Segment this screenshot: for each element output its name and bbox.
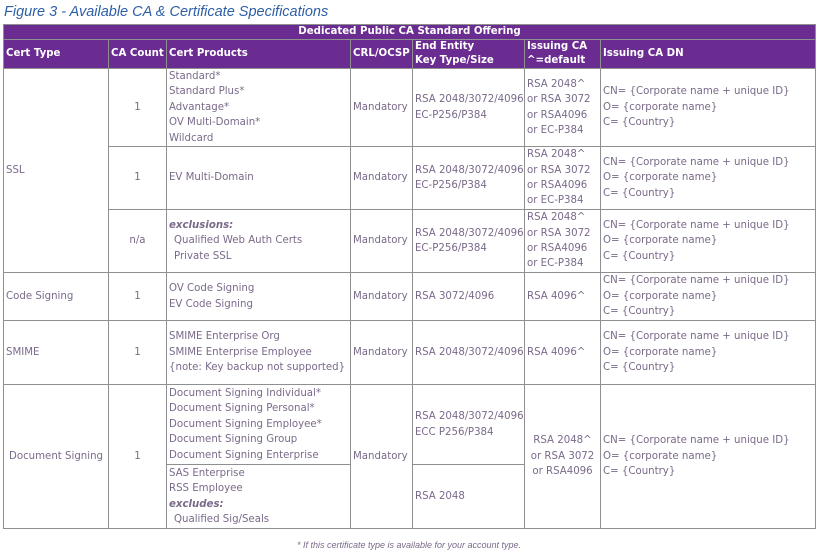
footnote: * If this certificate type is available for your account type. [296, 540, 522, 550]
cert-type-code-signing: Code Signing [4, 273, 109, 321]
key-type [413, 385, 525, 465]
header-issuing-dn: Issuing CA DN [601, 40, 816, 69]
issuing-line: RSA 2048^ [527, 78, 586, 90]
header-key-line1: End Entity [415, 41, 475, 52]
figure-caption: Figure 3 - Available CA & Certificate Specifications [4, 4, 329, 20]
product-line: EV Code Signing [169, 298, 253, 310]
issuing-line: or RSA 3072 [527, 227, 591, 239]
header-key-type [413, 40, 525, 69]
product-line: OV Code Signing [169, 283, 255, 295]
dn-line: C= {Country} [603, 306, 676, 318]
ca-count: 1 [109, 69, 167, 147]
header-issuing-line2 [527, 54, 598, 68]
cert-type-document-signing: Document Signing [4, 385, 109, 529]
ca-count: 1 [109, 147, 167, 210]
cert-products [167, 385, 351, 465]
product-line: Document Signing Group [169, 434, 298, 446]
issuing-line: or EC-P384 [527, 195, 584, 207]
header-issuing-line2-text: ^=default [527, 55, 586, 66]
key-line: RSA 2048/3072/4096 [415, 94, 524, 106]
key-line: ECC P256/P384 [415, 426, 494, 438]
issuing-dn [601, 69, 816, 147]
header-cert-products: Cert Products [167, 40, 351, 69]
product-line: SMIME Enterprise Employee [169, 346, 312, 358]
product-note: {note: Key backup not supported} [169, 362, 346, 374]
dn-line: CN= {Corporate name + unique ID} [603, 275, 790, 287]
product-line: SAS Enterprise [169, 467, 245, 479]
key-type [413, 210, 525, 273]
issuing-line: or RSA4096 [527, 243, 588, 255]
issuing-line: or RSA4096 [532, 466, 593, 478]
key-line: EC-P256/P384 [415, 109, 487, 121]
dn-line: C= {Country} [603, 250, 676, 262]
ca-count: n/a [109, 210, 167, 273]
crl-ocsp: Mandatory [351, 321, 413, 385]
header-key-line2: Key Type/Size [415, 55, 494, 66]
header-ca-count: CA Count [109, 40, 167, 69]
key-type: RSA 2048 [413, 465, 525, 529]
product-line: SMIME Enterprise Org [169, 331, 280, 343]
issuing-ca [525, 210, 601, 273]
ca-count: 1 [109, 321, 167, 385]
table-banner: Dedicated Public CA Standard Offering [4, 25, 816, 40]
crl-ocsp: Mandatory [351, 273, 413, 321]
crl-ocsp: Mandatory [351, 147, 413, 210]
cert-type-smime: SMIME [4, 321, 109, 385]
header-issuing-ca [525, 40, 601, 69]
product-line: Qualified Web Auth Certs [174, 235, 303, 247]
product-line: Wildcard [169, 132, 214, 144]
issuing-line: or EC-P384 [527, 258, 584, 270]
issuing-line: RSA 2048^ [527, 212, 586, 224]
issuing-ca [525, 69, 601, 147]
issuing-line: RSA 2048^ [533, 435, 592, 447]
ca-spec-table [3, 24, 816, 529]
issuing-dn [601, 147, 816, 210]
dn-line: O= {corporate name} [603, 235, 718, 247]
crl-ocsp: Mandatory [351, 69, 413, 147]
crl-ocsp: Mandatory [351, 210, 413, 273]
header-crl-ocsp: CRL/OCSP [351, 40, 413, 69]
table-row [4, 210, 816, 273]
product-line: Document Signing Personal* [169, 403, 315, 415]
key-type: RSA 3072/4096 [413, 273, 525, 321]
issuing-dn [601, 321, 816, 385]
cert-products [167, 69, 351, 147]
dn-line: O= {corporate name} [603, 101, 718, 113]
issuing-line: or RSA 3072 [530, 450, 595, 462]
dn-line: O= {corporate name} [603, 346, 718, 358]
dn-line: C= {Country} [603, 117, 676, 129]
dn-line: C= {Country} [603, 187, 676, 199]
header-issuing-line1: Issuing CA [527, 41, 588, 52]
key-line: EC-P256/P384 [415, 243, 487, 255]
cert-products [167, 321, 351, 385]
header-row [4, 40, 816, 69]
dn-line: O= {corporate name} [603, 290, 718, 302]
crl-ocsp: Mandatory [351, 385, 413, 529]
dn-line: O= {corporate name} [603, 450, 718, 462]
table-row [4, 321, 816, 385]
dn-line: CN= {Corporate name + unique ID} [603, 435, 790, 447]
cert-products [167, 210, 351, 273]
issuing-line: or RSA4096 [527, 109, 588, 121]
issuing-line: or EC-P384 [527, 124, 584, 136]
issuing-line: or RSA 3072 [527, 164, 591, 176]
product-line: Advantage* [169, 101, 230, 113]
exclusions-label: exclusions: [169, 219, 234, 231]
cert-products [167, 273, 351, 321]
key-type [413, 147, 525, 210]
ca-count: 1 [109, 273, 167, 321]
table-row [4, 273, 816, 321]
excludes-label: excludes: [169, 498, 224, 510]
key-line: RSA 2048/3072/4096 [415, 227, 524, 239]
ca-count: 1 [109, 385, 167, 529]
issuing-ca [525, 147, 601, 210]
product-line: Standard* [169, 71, 221, 82]
issuing-dn [601, 273, 816, 321]
table-row [4, 147, 816, 210]
dn-line: CN= {Corporate name + unique ID} [603, 219, 790, 231]
product-line: Document Signing Employee* [169, 418, 322, 430]
product-line: Document Signing Enterprise [169, 449, 319, 461]
dn-line: CN= {Corporate name + unique ID} [603, 156, 790, 168]
product-line: Qualified Sig/Seals [174, 513, 270, 525]
issuing-line: RSA 2048^ [527, 149, 586, 161]
banner-row [4, 25, 816, 40]
product-line: RSS Employee [169, 483, 243, 495]
key-type [413, 69, 525, 147]
dn-line: C= {Country} [603, 466, 676, 478]
key-line: RSA 2048/3072/4096 [415, 164, 524, 176]
key-line: EC-P256/P384 [415, 180, 487, 192]
dn-line: C= {Country} [603, 362, 676, 374]
product-line: Document Signing Individual* [169, 388, 321, 400]
product-line: Private SSL [174, 250, 232, 262]
cert-products [167, 147, 351, 210]
product-line: Standard Plus* [169, 86, 245, 98]
issuing-dn [601, 210, 816, 273]
issuing-ca: RSA 4096^ [525, 321, 601, 385]
issuing-dn [601, 385, 816, 529]
product-line: OV Multi-Domain* [169, 117, 261, 129]
product-line: EV Multi-Domain [169, 172, 254, 184]
cert-products [167, 465, 351, 529]
key-line: RSA 2048/3072/4096 [415, 411, 524, 423]
cert-type-ssl: SSL [4, 69, 109, 273]
issuing-ca: RSA 4096^ [525, 273, 601, 321]
dn-line: CN= {Corporate name + unique ID} [603, 86, 790, 98]
table-row [4, 385, 816, 465]
key-type: RSA 2048/3072/4096 [413, 321, 525, 385]
dn-line: O= {corporate name} [603, 172, 718, 184]
dn-line: CN= {Corporate name + unique ID} [603, 331, 790, 343]
issuing-line: or RSA4096 [527, 180, 588, 192]
table-row [4, 69, 816, 147]
issuing-line: or RSA 3072 [527, 94, 591, 106]
issuing-ca [525, 385, 601, 529]
header-cert-type: Cert Type [4, 40, 109, 69]
